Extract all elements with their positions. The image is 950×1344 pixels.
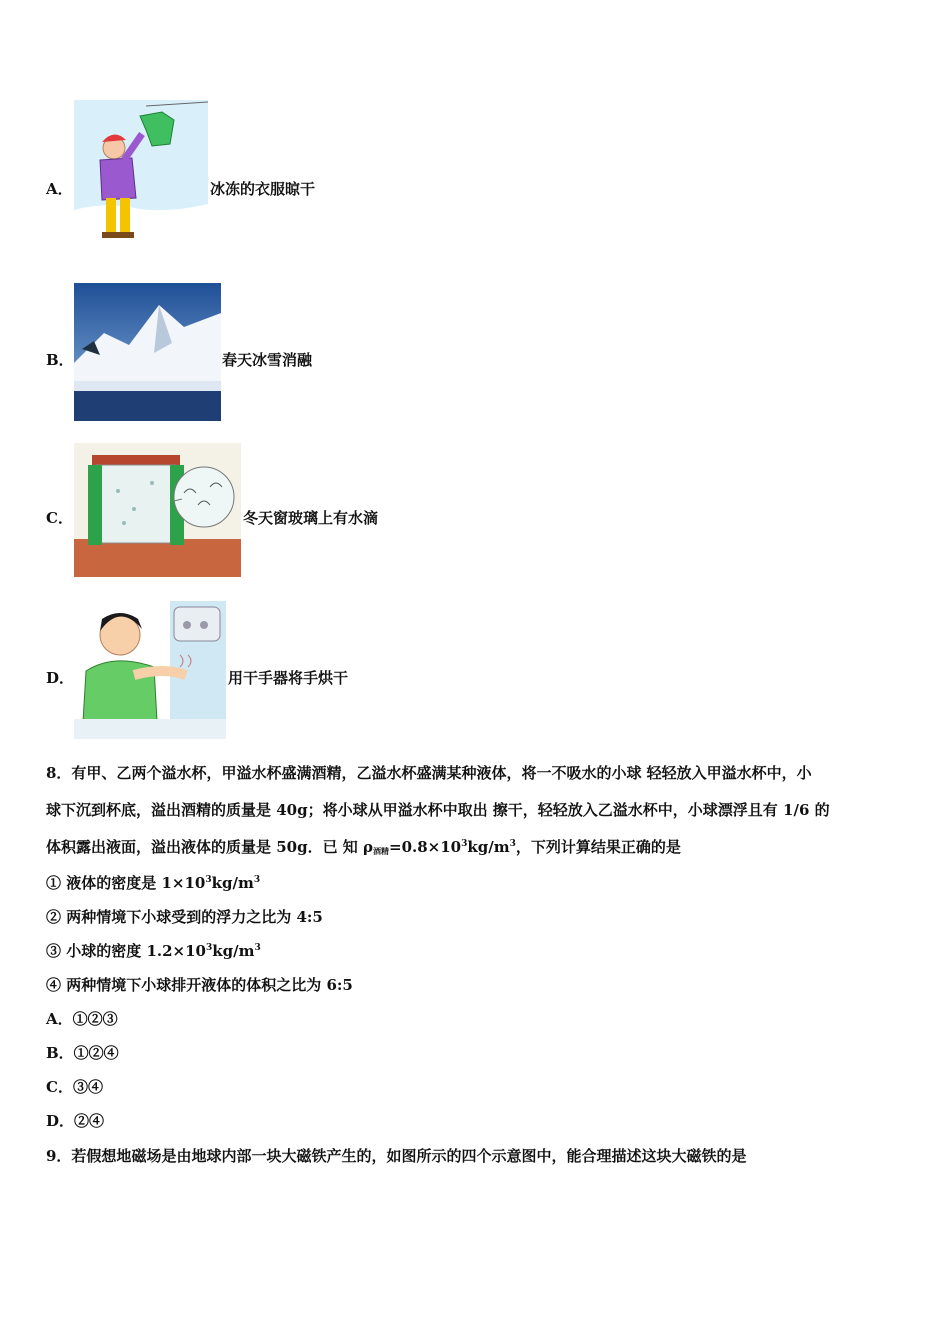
- choice-c[interactable]: C．③④: [46, 1078, 103, 1096]
- choice-b[interactable]: B．①②④: [46, 1044, 119, 1062]
- hand-dryer-image: [74, 601, 226, 739]
- option-text: 用干手器将手烘干: [228, 669, 349, 687]
- option-d[interactable]: [0, 601, 950, 739]
- choice-d[interactable]: D．②④: [46, 1112, 105, 1130]
- question-9: 9．若假想地磁场是由地球内部一块大磁铁产生的，如图所示的四个示意图中，能合理描述这块大磁铁的是: [46, 1147, 747, 1165]
- option-letter: C．: [46, 509, 73, 527]
- option-letter: B．: [46, 351, 74, 369]
- statement-2: ② 两种情境下小球受到的浮力之比为 4:5: [46, 908, 323, 926]
- question-text-line: 体积露出液面，溢出液体的质量是 50g．已 知 ρ酒精$=0.8\times 10^3kg/m^3$，下列计算结果正确的是: [46, 838, 681, 856]
- frozen-clothes-image: [74, 100, 208, 246]
- option-text: 春天冰雪消融: [222, 351, 313, 369]
- question-text-line: 球下沉到杯底，溢出酒精的质量是 40g；将小球从甲溢水杯中取出 擦干，轻轻放入乙溢水杯中，小球漂浮且有 1/6 的: [46, 801, 830, 819]
- snowy-mountain-image: [74, 283, 221, 421]
- question-text-line: 8．有甲、乙两个溢水杯，甲溢水杯盛满酒精，乙溢水杯盛满某种液体，将一不吸水的小球 轻轻放入甲溢水杯中，小: [46, 764, 812, 782]
- option-letter: A．: [46, 180, 73, 198]
- statement-3: ③ 小球的密度 $1.2\times 10^3kg/m^3$: [46, 942, 261, 960]
- option-b[interactable]: [0, 283, 950, 421]
- statement-4: ④ 两种情境下小球排开液体的体积之比为 6:5: [46, 976, 353, 994]
- option-text: 冰冻的衣服晾干: [210, 180, 316, 198]
- statement-1: ① 液体的密度是 $1\times 10^3kg/m^3$: [46, 874, 261, 892]
- option-a[interactable]: [0, 100, 950, 246]
- option-c[interactable]: [0, 443, 950, 577]
- window-droplets-image: [74, 443, 241, 577]
- option-text: 冬天窗玻璃上有水滴: [243, 509, 379, 527]
- option-letter: D．: [46, 669, 75, 687]
- choice-a[interactable]: A．①②③: [46, 1010, 118, 1028]
